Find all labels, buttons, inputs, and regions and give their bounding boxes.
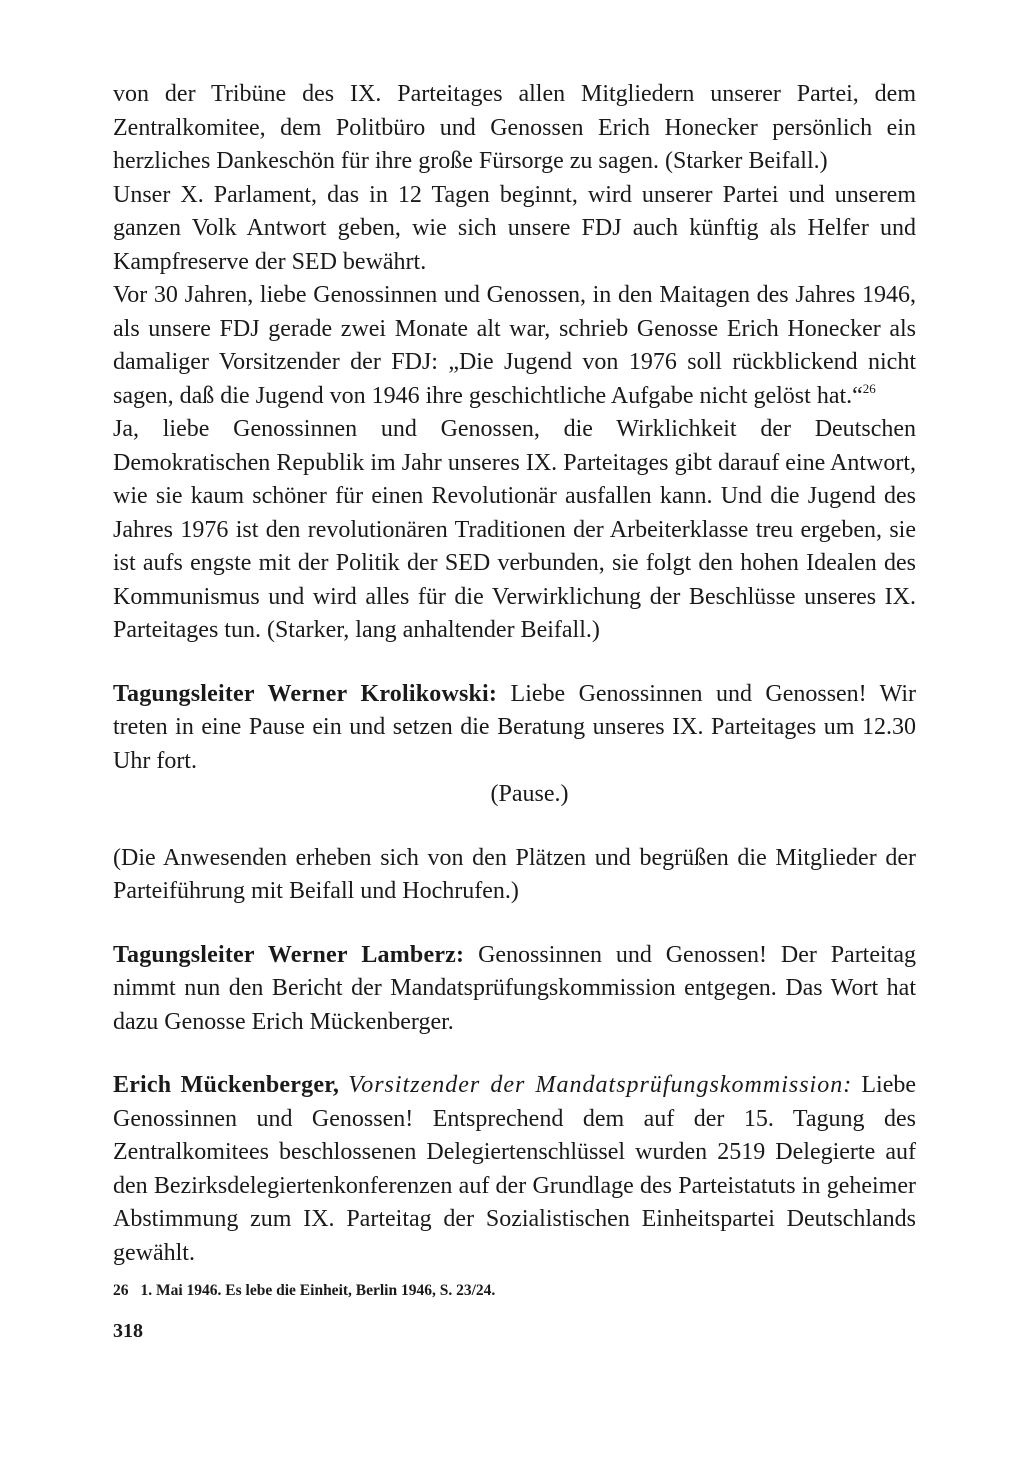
speaker-krolikowski: Tagungsleiter Werner Krolikowski: <box>113 680 498 707</box>
mueckenberger-text: Liebe Genossinnen und Genossen! Entsprechend dem auf der 15. Tagung des Zentralkomitees beschlossenen Delegiertenschlüssel wurden 2519 Delegierte auf den Bezirksdelegiertenkonferenzen auf der Grundlage des Parteistatuts in geheimer Abstimmung zum IX. Parteitag der Sozialistischen Einheitspartei Deutschlands gewählt. <box>113 1072 916 1266</box>
lamberz-statement <box>113 939 916 1040</box>
lamberz-text: Genossinnen und Genossen! Der Parteitag nimmt nun den Bericht der Mandatsprüfungskommission entgegen. Das Wort hat dazu Genosse Erich Mückenberger. <box>113 941 916 1035</box>
krolikowski-text: Liebe Genossinnen und Genossen! Wir treten in eine Pause ein und setzen die Beratung unseres IX. Parteitages um 12.30 Uhr fort. <box>113 680 916 774</box>
paragraph-4-text: Ja, liebe Genossinnen und Genossen, die Wirklichkeit der Deutschen Demokratischen Republik im Jahr unseres IX. Parteitages gibt darauf eine Antwort, wie sie kaum schöner für einen Revolutionär ausfallen kann. Und die Jugend des Jahres 1976 ist den revolutionären Traditionen der Arbeiterklasse treu ergeben, sie ist aufs engste mit der Politik der SED verbunden, sie folgt den hohen Idealen des Kommunismus und wird alles für die Verwirklichung der Beschlüsse unseres IX. Parteitages tun. (Starker, lang anhaltender Beifall.) <box>113 416 916 643</box>
speaker-lamberz: Tagungsleiter Werner Lamberz: <box>113 941 465 968</box>
pause-note: (Pause.) <box>490 781 569 807</box>
stage-direction: (Die Anwesenden erheben sich von den Plätzen und begrüßen die Mitglieder der Parteiführung mit Beifall und Hochrufen.) <box>113 844 916 904</box>
speaker-role: Vorsitzender der Mandatsprüfungskommission: <box>348 1072 853 1098</box>
paragraph-2 <box>113 179 916 280</box>
paragraph-2-text: Unser X. Parlament, das in 12 Tagen beginnt, wird unserer Partei und unserem ganzen Volk Antwort geben, wie sich unsere FDJ auch künftig als Helfer und Kampfreserve der SED bewährt. <box>113 181 916 275</box>
footnote <box>113 1280 916 1302</box>
document-page <box>113 78 916 1344</box>
footnote-text: 1. Mai 1946. Es lebe die Einheit, Berlin 1946, S. 23/24. <box>140 1282 496 1299</box>
paragraph-1 <box>113 78 916 179</box>
footnote-number: 26 <box>113 1282 129 1299</box>
speaker-mueckenberger: Erich Mückenberger, <box>113 1072 340 1098</box>
footnote-reference: 26 <box>862 380 876 396</box>
mueckenberger-statement <box>113 1069 916 1270</box>
krolikowski-statement <box>113 678 916 779</box>
paragraph-1-text: von der Tribüne des IX. Parteitages allen Mitgliedern unserer Partei, dem Zentralkomitee, dem Politbüro und Genossen Erich Honecker persönlich ein herzliches Dankeschön für ihre große Fürsorge zu sagen. (Starker Beifall.) <box>113 81 916 174</box>
paragraph-3-text: Vor 30 Jahren, liebe Genossinnen und Genossen, in den Maitagen des Jahres 1946, als unsere FDJ gerade zwei Monate alt war, schrieb Genosse Erich Honecker als damaliger Vorsitzender der FDJ: „Die Jugend von 1976 soll rückblickend nicht sagen, daß die Jugend von 1946 ihre geschichtliche Aufgabe nicht gelöst hat.“ <box>113 282 916 409</box>
paragraph-3 <box>113 279 916 413</box>
paragraph-4 <box>113 413 916 648</box>
page-number: 318 <box>113 1320 143 1342</box>
